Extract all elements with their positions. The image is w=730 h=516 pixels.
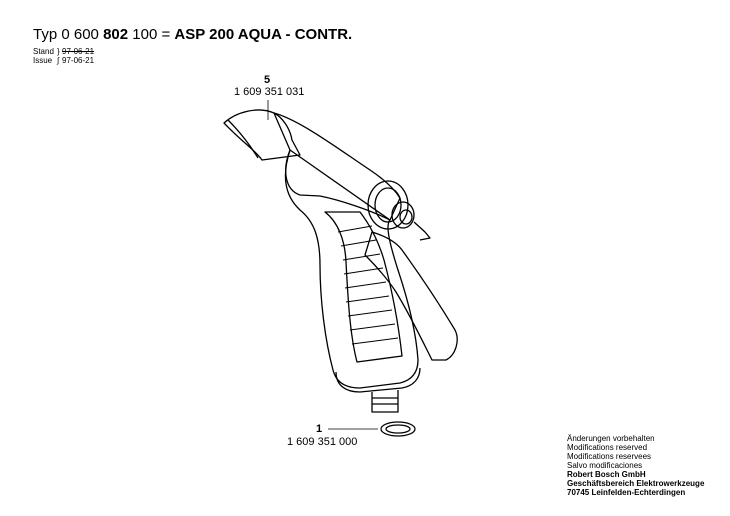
stand-label: Stand — [33, 47, 54, 56]
footer-line: Änderungen vorbehalten — [567, 434, 655, 443]
title-type-number: 802 — [103, 26, 129, 43]
issue-date: 97-06-21 — [62, 56, 95, 65]
footer-line: Salvo modificaciones — [567, 461, 643, 470]
grip-panel — [325, 212, 402, 362]
callout-code-5: 1 609 351 031 — [234, 86, 305, 98]
brace-icon: } — [57, 47, 60, 56]
footer-line: Modifications reserved — [567, 443, 648, 452]
callout-code-1: 1 609 351 000 — [287, 436, 358, 448]
title-prefix: Typ 0 600 — [33, 26, 104, 43]
footer-division: Geschäftsbereich Elektrowerkzeuge — [567, 479, 705, 488]
footer-note — [567, 434, 704, 497]
hose-fitting — [372, 390, 398, 412]
footer-company: Robert Bosch GmbH — [567, 470, 646, 479]
footer-address: 70745 Leinfelden-Echterdingen — [567, 488, 686, 497]
title-middle: 100 = — [128, 26, 175, 43]
handle-outline — [285, 150, 418, 388]
callout-number-5: 5 — [264, 74, 271, 86]
brace-icon: ∫ — [57, 56, 60, 65]
adjusting-knob — [392, 202, 414, 228]
issue-label: Issue — [33, 56, 53, 65]
callout-number-1: 1 — [316, 423, 323, 435]
footer-line: Modifications reservees — [567, 452, 652, 461]
barrel-body — [274, 113, 400, 220]
stand-date: 97-06-21 — [62, 47, 95, 56]
title-product-name: ASP 200 AQUA - CONTR. — [174, 26, 353, 43]
